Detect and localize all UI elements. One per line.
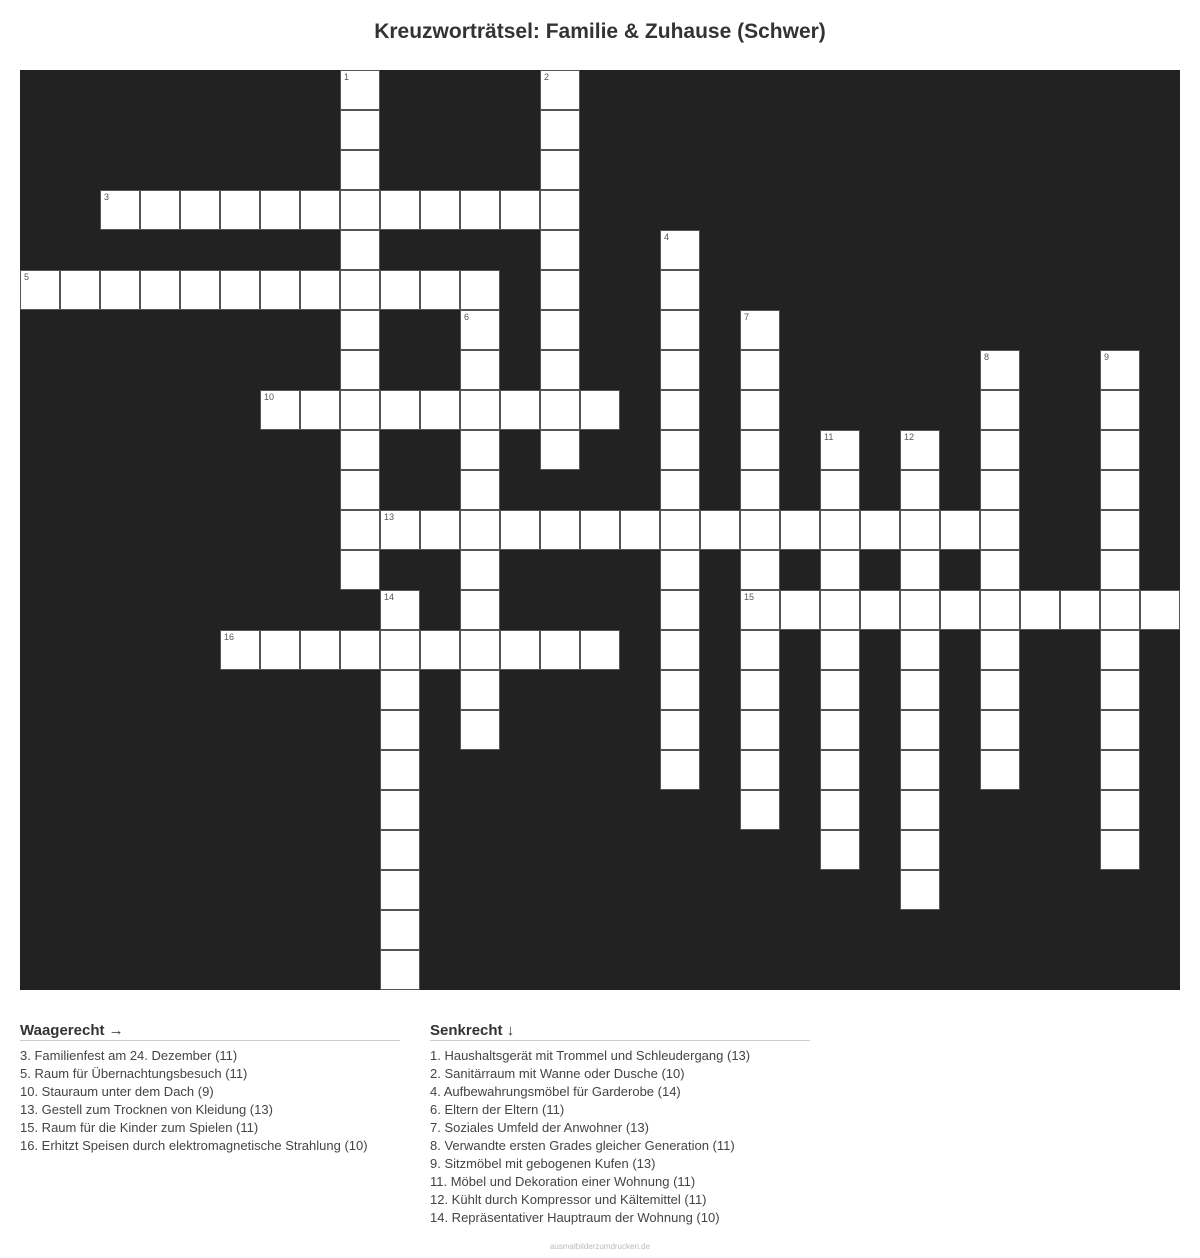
crossword-cell[interactable]	[860, 510, 900, 550]
crossword-cell[interactable]	[500, 190, 540, 230]
crossword-cell[interactable]	[900, 870, 940, 910]
crossword-cell[interactable]	[220, 190, 260, 230]
crossword-cell[interactable]	[60, 270, 100, 310]
crossword-cell[interactable]	[180, 190, 220, 230]
crossword-cell[interactable]	[780, 510, 820, 550]
down-heading: Senkrecht ↓	[430, 1022, 810, 1041]
clue-number: 16	[224, 632, 235, 642]
crossword-cell[interactable]	[340, 510, 380, 550]
crossword-cell[interactable]	[140, 270, 180, 310]
crossword-cell[interactable]	[500, 390, 540, 430]
crossword-cell[interactable]	[100, 190, 140, 230]
crossword-cell[interactable]	[660, 230, 700, 270]
crossword-cell[interactable]	[380, 830, 420, 870]
crossword-cell[interactable]	[460, 390, 500, 430]
crossword-cell[interactable]	[900, 630, 940, 670]
crossword-cell[interactable]	[740, 350, 780, 390]
crossword-cell[interactable]	[380, 910, 420, 950]
crossword-cell[interactable]	[820, 830, 860, 870]
clue-number: 6	[464, 312, 470, 322]
clue-number: 10	[264, 392, 275, 402]
clue-number: 8	[984, 352, 990, 362]
clue-number: 13	[384, 512, 395, 522]
across-clue[interactable]: 5. Raum für Übernachtungsbesuch (11)	[20, 1066, 248, 1081]
crossword-cell[interactable]	[540, 270, 580, 310]
crossword-cell[interactable]	[740, 470, 780, 510]
crossword-cell[interactable]	[1100, 550, 1140, 590]
crossword-cell[interactable]	[460, 470, 500, 510]
crossword-cell[interactable]	[380, 670, 420, 710]
crossword-cell[interactable]	[540, 390, 580, 430]
crossword-cell[interactable]	[1100, 710, 1140, 750]
crossword-cell[interactable]	[740, 750, 780, 790]
clue-number: 1	[344, 72, 350, 82]
crossword-cell[interactable]	[220, 270, 260, 310]
crossword-cell[interactable]	[420, 510, 460, 550]
crossword-cell[interactable]	[620, 510, 660, 550]
crossword-cell[interactable]	[1140, 590, 1180, 630]
crossword-cell[interactable]	[900, 510, 940, 550]
crossword-cell[interactable]	[1100, 830, 1140, 870]
crossword-cell[interactable]	[660, 510, 700, 550]
crossword-cell[interactable]	[540, 310, 580, 350]
crossword-cell[interactable]	[660, 470, 700, 510]
crossword-cell[interactable]	[340, 70, 380, 110]
clue-number: 4	[664, 232, 670, 242]
crossword-cell[interactable]	[460, 430, 500, 470]
crossword-cell[interactable]	[460, 630, 500, 670]
clue-number: 5	[24, 272, 30, 282]
crossword-cell[interactable]	[340, 350, 380, 390]
crossword-cell[interactable]	[420, 630, 460, 670]
crossword-cell[interactable]	[340, 310, 380, 350]
crossword-cell[interactable]	[820, 670, 860, 710]
crossword-cell[interactable]	[460, 350, 500, 390]
crossword-cell[interactable]	[980, 390, 1020, 430]
crossword-cell[interactable]	[380, 870, 420, 910]
crossword-cell[interactable]	[220, 630, 260, 670]
crossword-cell[interactable]	[660, 670, 700, 710]
crossword-cell[interactable]	[380, 390, 420, 430]
down-clue[interactable]: 11. Möbel und Dekoration einer Wohnung (11)	[430, 1174, 696, 1189]
crossword-cell[interactable]	[900, 750, 940, 790]
down-clue[interactable]: 7. Soziales Umfeld der Anwohner (13)	[430, 1120, 649, 1135]
crossword-cell[interactable]	[980, 630, 1020, 670]
crossword-cell[interactable]	[460, 510, 500, 550]
down-clue[interactable]: 4. Aufbewahrungsmöbel für Garderobe (14)	[430, 1084, 681, 1099]
crossword-cell[interactable]	[740, 670, 780, 710]
down-clue-list	[430, 1047, 810, 1227]
crossword-cell[interactable]	[980, 510, 1020, 550]
crossword-cell[interactable]	[1020, 590, 1060, 630]
crossword-cell[interactable]	[660, 590, 700, 630]
crossword-cell[interactable]	[1100, 430, 1140, 470]
crossword-cell[interactable]	[740, 310, 780, 350]
crossword-cell[interactable]	[580, 510, 620, 550]
down-clue[interactable]: 6. Eltern der Eltern (11)	[430, 1102, 565, 1117]
crossword-cell[interactable]	[740, 510, 780, 550]
crossword-cell[interactable]	[380, 510, 420, 550]
crossword-cell[interactable]	[1100, 390, 1140, 430]
crossword-cell[interactable]	[980, 750, 1020, 790]
down-clue[interactable]: 14. Repräsentativer Hauptraum der Wohnung (10)	[430, 1210, 720, 1225]
crossword-cell[interactable]	[380, 590, 420, 630]
crossword-cell[interactable]	[300, 270, 340, 310]
crossword-cell[interactable]	[540, 430, 580, 470]
crossword-cell[interactable]	[660, 310, 700, 350]
crossword-cell[interactable]	[380, 630, 420, 670]
crossword-cell[interactable]	[940, 510, 980, 550]
crossword-cell[interactable]	[580, 390, 620, 430]
crossword-cell[interactable]	[900, 830, 940, 870]
crossword-cell[interactable]	[540, 110, 580, 150]
crossword-cell[interactable]	[740, 710, 780, 750]
crossword-cell[interactable]	[980, 670, 1020, 710]
crossword-cell[interactable]	[340, 230, 380, 270]
crossword-cell[interactable]	[900, 550, 940, 590]
crossword-cell[interactable]	[380, 270, 420, 310]
crossword-cell[interactable]	[820, 510, 860, 550]
crossword-cell[interactable]	[540, 510, 580, 550]
crossword-cell[interactable]	[820, 710, 860, 750]
clue-number: 2	[544, 72, 550, 82]
footer-credit: ausmalbilderzumdrucken.de	[549, 1242, 651, 1251]
clue-number: 9	[1104, 352, 1110, 362]
crossword-cell[interactable]	[100, 270, 140, 310]
crossword-cell[interactable]	[260, 390, 300, 430]
crossword-cell[interactable]	[740, 550, 780, 590]
crossword-cell[interactable]	[540, 630, 580, 670]
crossword-cell[interactable]	[460, 270, 500, 310]
crossword-cell[interactable]	[260, 190, 300, 230]
crossword-cell[interactable]	[980, 430, 1020, 470]
crossword-cell[interactable]	[1100, 670, 1140, 710]
crossword-cell[interactable]	[340, 470, 380, 510]
clue-number: 12	[904, 432, 915, 442]
crossword-cell[interactable]	[340, 630, 380, 670]
crossword-cell[interactable]	[1100, 630, 1140, 670]
crossword-cell[interactable]	[540, 70, 580, 110]
crossword-cell[interactable]	[740, 630, 780, 670]
across-clue[interactable]: 16. Erhitzt Speisen durch elektromagnetische Strahlung (10)	[20, 1138, 368, 1153]
crossword-cell[interactable]	[940, 590, 980, 630]
crossword-cell[interactable]	[420, 190, 460, 230]
crossword-cell[interactable]	[900, 430, 940, 470]
crossword-cell[interactable]	[460, 550, 500, 590]
crossword-cell[interactable]	[460, 590, 500, 630]
crossword-cell[interactable]	[900, 710, 940, 750]
crossword-cell[interactable]	[500, 510, 540, 550]
crossword-cell[interactable]	[980, 590, 1020, 630]
across-clues-section	[20, 1022, 400, 1155]
crossword-cell[interactable]	[860, 590, 900, 630]
crossword-cell[interactable]	[460, 710, 500, 750]
crossword-cell[interactable]	[340, 270, 380, 310]
crossword-cell[interactable]	[780, 590, 820, 630]
crossword-cell[interactable]	[340, 190, 380, 230]
across-clue[interactable]: 10. Stauraum unter dem Dach (9)	[20, 1084, 214, 1099]
crossword-cell[interactable]	[740, 390, 780, 430]
crossword-cell[interactable]	[1100, 750, 1140, 790]
crossword-cell[interactable]	[340, 430, 380, 470]
crossword-cell[interactable]	[900, 590, 940, 630]
crossword-cell[interactable]	[740, 590, 780, 630]
crossword-cell[interactable]	[380, 710, 420, 750]
crossword-grid	[20, 70, 1180, 990]
crossword-cell[interactable]	[380, 750, 420, 790]
down-clue[interactable]: 12. Kühlt durch Kompressor und Kältemittel (11)	[430, 1192, 707, 1207]
across-heading: Waagerecht →	[20, 1022, 400, 1041]
crossword-cell[interactable]	[740, 790, 780, 830]
crossword-cell[interactable]	[300, 630, 340, 670]
crossword-cell[interactable]	[900, 470, 940, 510]
crossword-cell[interactable]	[820, 630, 860, 670]
crossword-cell[interactable]	[540, 350, 580, 390]
crossword-cell[interactable]	[1060, 590, 1100, 630]
down-clue[interactable]: 9. Sitzmöbel mit gebogenen Kufen (13)	[430, 1156, 656, 1171]
across-clue-list	[20, 1047, 400, 1155]
crossword-cell[interactable]	[820, 470, 860, 510]
crossword-cell[interactable]	[540, 230, 580, 270]
crossword-cell[interactable]	[460, 190, 500, 230]
crossword-cell[interactable]	[820, 790, 860, 830]
crossword-cell[interactable]	[820, 550, 860, 590]
down-clues-section	[430, 1022, 810, 1227]
down-clue[interactable]: 8. Verwandte ersten Grades gleicher Generation (11)	[430, 1138, 735, 1153]
crossword-cell[interactable]	[380, 790, 420, 830]
page-title: Kreuzworträtsel: Familie & Zuhause (Schwer)	[374, 20, 826, 43]
crossword-cell[interactable]	[660, 630, 700, 670]
crossword-cell[interactable]	[660, 390, 700, 430]
crossword-cell[interactable]	[900, 670, 940, 710]
crossword-cell[interactable]	[340, 390, 380, 430]
crossword-cell[interactable]	[660, 710, 700, 750]
crossword-cell[interactable]	[1100, 790, 1140, 830]
crossword-cell[interactable]	[340, 110, 380, 150]
crossword-cell[interactable]	[580, 630, 620, 670]
crossword-cell[interactable]	[820, 590, 860, 630]
crossword-cell[interactable]	[820, 430, 860, 470]
crossword-cell[interactable]	[260, 630, 300, 670]
crossword-cell[interactable]	[340, 150, 380, 190]
crossword-cell[interactable]	[700, 510, 740, 550]
crossword-cell[interactable]	[1100, 470, 1140, 510]
crossword-cell[interactable]	[980, 710, 1020, 750]
crossword-cell[interactable]	[420, 270, 460, 310]
crossword-cell[interactable]	[180, 270, 220, 310]
clue-number: 14	[384, 592, 395, 602]
crossword-cell[interactable]	[660, 270, 700, 310]
crossword-cell[interactable]	[660, 750, 700, 790]
crossword-cell[interactable]	[660, 430, 700, 470]
crossword-cell[interactable]	[820, 750, 860, 790]
crossword-cell[interactable]	[300, 190, 340, 230]
crossword-cell[interactable]	[740, 430, 780, 470]
across-clue[interactable]: 13. Gestell zum Trocknen von Kleidung (13)	[20, 1102, 273, 1117]
clue-number: 15	[744, 592, 755, 602]
crossword-cell[interactable]	[460, 670, 500, 710]
crossword-cell[interactable]	[1100, 510, 1140, 550]
crossword-cell[interactable]	[980, 350, 1020, 390]
crossword-cell[interactable]	[140, 190, 180, 230]
crossword-cell[interactable]	[460, 310, 500, 350]
crossword-cell[interactable]	[380, 950, 420, 990]
crossword-cell[interactable]	[540, 190, 580, 230]
across-clue[interactable]: 15. Raum für die Kinder zum Spielen (11)	[20, 1120, 259, 1135]
crossword-cell[interactable]	[900, 790, 940, 830]
down-clue[interactable]: 2. Sanitärraum mit Wanne oder Dusche (10)	[430, 1066, 685, 1081]
crossword-cell[interactable]	[1100, 590, 1140, 630]
down-clue[interactable]: 1. Haushaltsgerät mit Trommel und Schleudergang (13)	[430, 1048, 751, 1063]
crossword-cell[interactable]	[300, 390, 340, 430]
crossword-cell[interactable]	[340, 550, 380, 590]
clue-number: 3	[104, 192, 110, 202]
crossword-cell[interactable]	[1100, 350, 1140, 390]
crossword-cell[interactable]	[420, 390, 460, 430]
crossword-cell[interactable]	[500, 630, 540, 670]
across-clue[interactable]: 3. Familienfest am 24. Dezember (11)	[20, 1048, 238, 1063]
crossword-cell[interactable]	[660, 350, 700, 390]
crossword-cell[interactable]	[660, 550, 700, 590]
clue-number: 11	[824, 432, 834, 442]
crossword-cell[interactable]	[980, 470, 1020, 510]
crossword-cell[interactable]	[260, 270, 300, 310]
crossword-cell[interactable]	[20, 270, 60, 310]
crossword-cell[interactable]	[980, 550, 1020, 590]
clue-number: 7	[744, 312, 750, 322]
crossword-cell[interactable]	[380, 190, 420, 230]
crossword-cell[interactable]	[540, 150, 580, 190]
